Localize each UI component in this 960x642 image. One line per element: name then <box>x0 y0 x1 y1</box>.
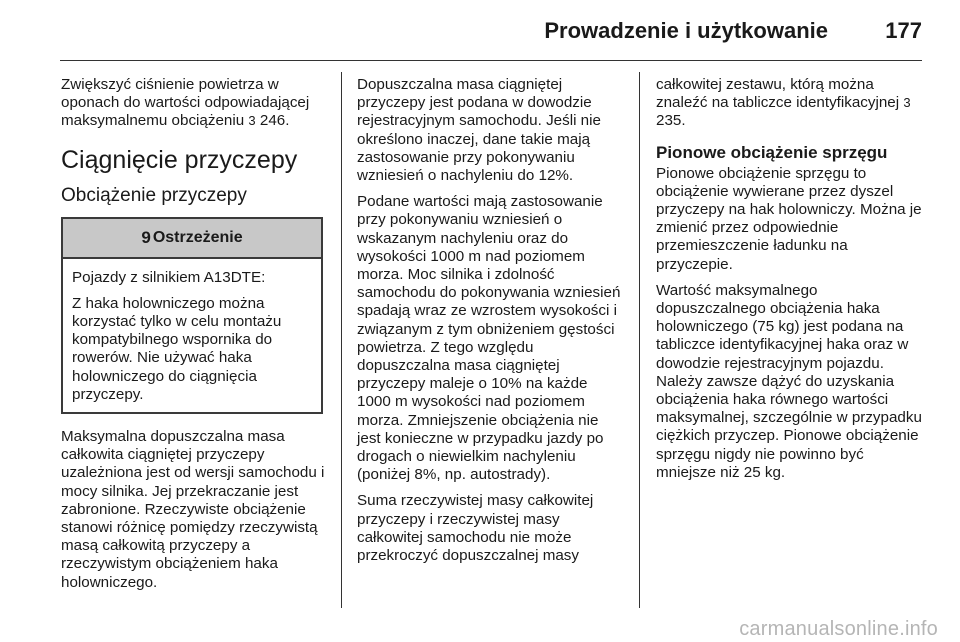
max-coupling-load-paragraph: Wartość maksymalnego dopuszczalnego obciążenia haka holowniczego (75 kg) jest podana na tabliczce identyfikacyjnej haka oraz w dowodzie rejestracyjnym pojazdu. Należy zawsze dążyć do uzyskania obciążenia haka równego wartości maksymalnej, szczególnie w przypadku ciężkich przyczep. Pionowe obciążenie sprzęgu nigdy nie powinno być mniejsze niż 25 kg. <box>656 281 922 481</box>
column-2 <box>357 76 625 573</box>
header-rule <box>60 60 922 61</box>
warning-title: Ostrzeżenie <box>152 228 243 246</box>
total-mass-paragraph: Suma rzeczywistej masy całkowitej przyczepy i rzeczywistej masy całkowitej samochodu nie może przekroczyć dopuszczalnej masy <box>357 492 594 565</box>
coupling-load-paragraph: Pionowe obciążenie sprzęgu to obciążenie wywierane przez dyszel przyczepy na hak holowniczy. Można je zmienić przez odpowiednie przemieszczenie ładunku na przyczepie. <box>656 164 922 273</box>
section-heading: Ciągnięcie przyczepy <box>61 145 298 174</box>
column-3 <box>656 76 924 490</box>
page-reference-link[interactable]: 246. <box>259 112 290 130</box>
id-plate-paragraph <box>656 76 924 131</box>
page-header <box>0 0 960 60</box>
coupling-load-heading: Pionowe obciążenie sprzęgu <box>656 142 888 162</box>
warning-triangle-icon: 9 <box>141 227 151 247</box>
column-divider-2 <box>639 72 640 608</box>
warning-header <box>63 219 321 259</box>
reference-arrow-icon: 3 <box>903 95 911 111</box>
permitted-mass-paragraph: Dopuszczalna masa ciągniętej przyczepy jest podana w dowodzie rejestracyjnym samochodu. Jeśli nie określono inaczej, dane takie mają zastosowanie przy pokonywaniu wzniesień o nachyleniu do 12%. <box>357 76 601 185</box>
chapter-title: Prowadzenie i użytkowanie <box>544 18 828 43</box>
id-plate-text: całkowitej zestawu, którą można znaleźć na tabliczce identyfikacyjnej <box>656 76 900 112</box>
subsection-heading: Obciążenie przyczepy <box>61 184 247 206</box>
warning-line-2: Z haka holowniczego można korzystać tylko w celu montażu kompatybilnego wspornika do rowerów. Nie używać haka holowniczego do ciągnięcia przyczepy. <box>72 294 282 403</box>
intro-text: Zwiększyć ciśnienie powietrza w oponach do wartości odpowiadającej maksymalnemu obciążeniu <box>61 76 310 130</box>
intro-paragraph <box>61 76 327 131</box>
page-reference-link[interactable]: 235. <box>656 112 686 130</box>
max-weight-paragraph: Maksymalna dopuszczalna masa całkowita ciągniętej przyczepy uzależniona jest od wersji samochodu i mocy silnika. Jej przekraczanie jest zabronione. Rzeczywiste obciążenie stanowi różnicę pomiędzy rzeczywistą masą całkowitą przyczepy a rzeczywistym obciążeniem haka holowniczego. <box>61 428 325 591</box>
column-1 <box>61 76 327 600</box>
column-divider-1 <box>341 72 342 608</box>
warning-box <box>61 217 323 414</box>
warning-body <box>63 259 321 412</box>
altitude-paragraph: Podane wartości mają zastosowanie przy pokonywaniu wzniesień o wskazanym nachyleniu oraz do wysokości 1000 m nad poziomem morza. Moc silnika i zdolność samochodu do pokonywania wzniesień spadają wraz ze wzrostem wysokości i związanym z tym obniżeniem gęstości powietrza. Z tego względu dopuszczalna masa ciągniętej przyczepy maleje o 10% na każde 1000 m wysokości nad poziomem morza. Zmniejszenie obciążenia nie jest konieczne w przypadku jazdy po drogach o niewielkim nachyleniu (poniżej 8%, np. autostrady). <box>357 193 621 484</box>
reference-arrow-icon: 3 <box>248 113 256 129</box>
page-number: 177 <box>885 18 922 43</box>
watermark-text: carmanualsonline.info <box>739 618 938 640</box>
warning-line-1: Pojazdy z silnikiem A13DTE: <box>72 268 266 286</box>
